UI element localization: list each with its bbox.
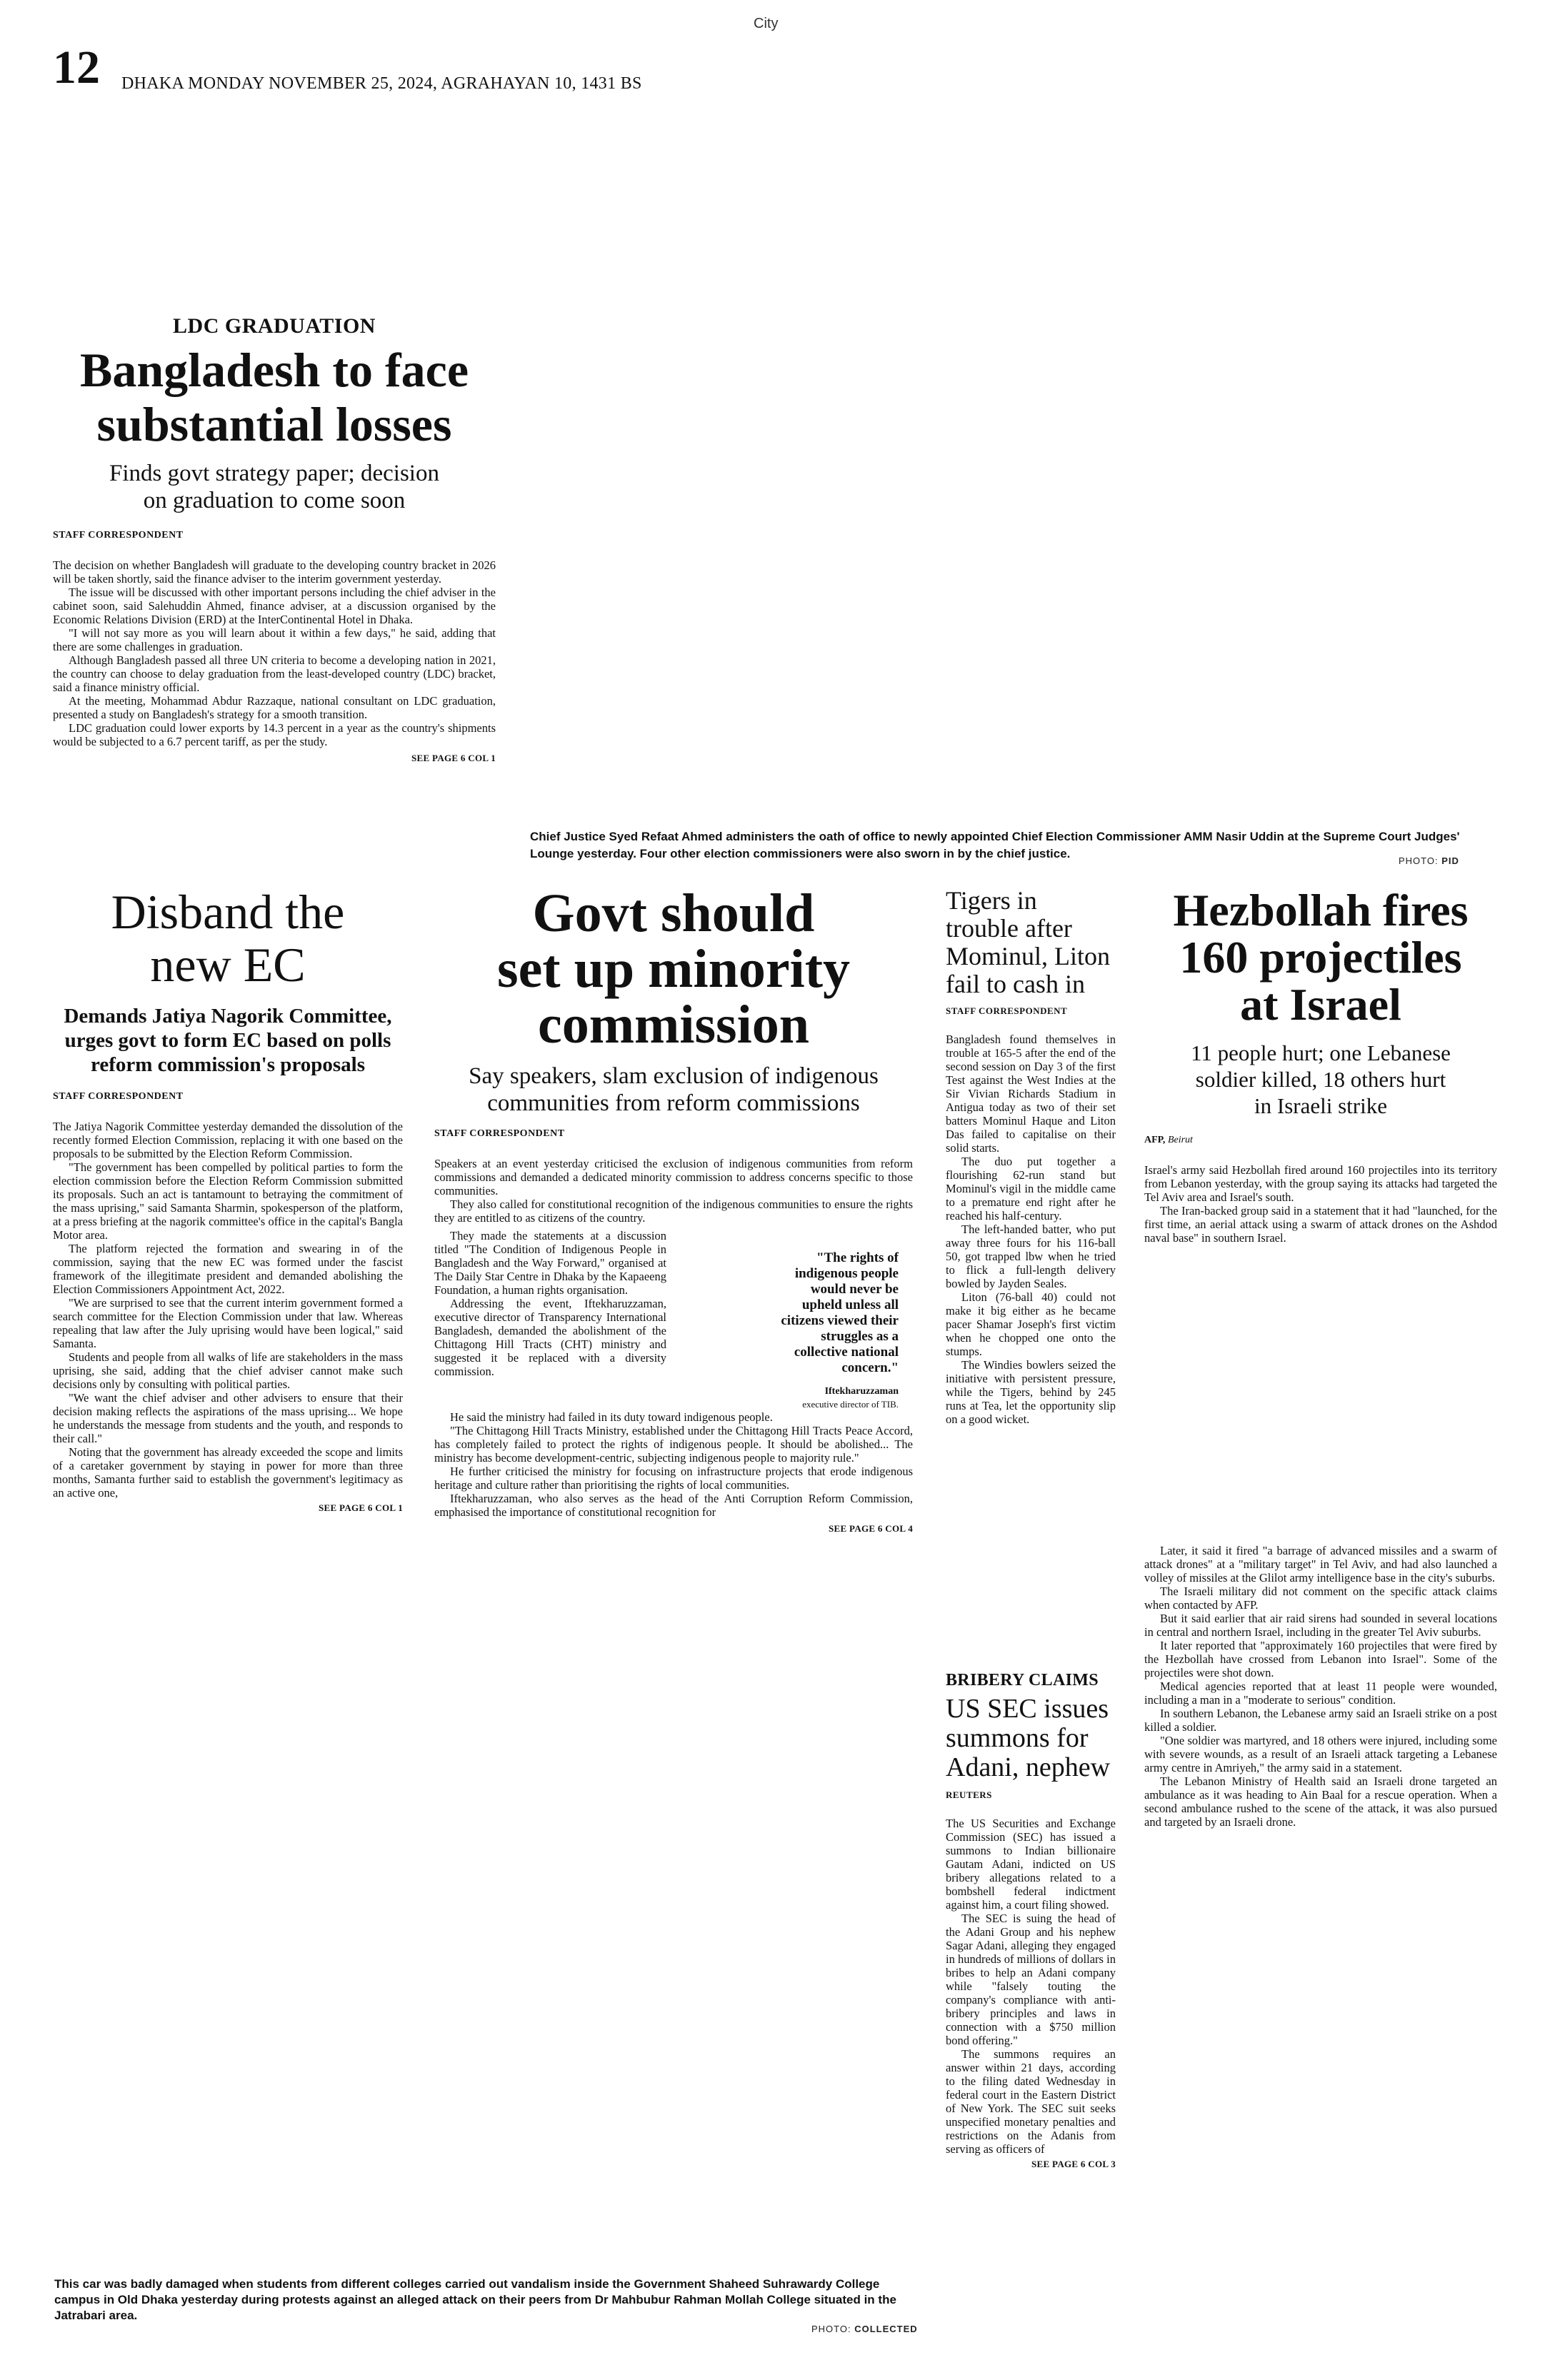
jump-line: SEE PAGE 6 COL 3 xyxy=(1031,2159,1116,2169)
paragraph: "I will not say more as you will learn about it within a few days," he said, adding that there are some challenges in graduation. xyxy=(53,626,496,653)
byline: STAFF CORRESPONDENT xyxy=(946,1005,1068,1016)
headline xyxy=(53,885,403,991)
credit-source: PID xyxy=(1441,855,1459,866)
paragraph: Medical agencies reported that at least 11 people were wounded, including a man in a "moderate to serious" condition. xyxy=(1144,1679,1497,1707)
pull-quote xyxy=(777,1229,899,1410)
paragraph: Students and people from all walks of life are stakeholders in the mass uprising, she said, adding that the chief adviser cannot make such decisions only by consulting with political parties. xyxy=(53,1350,403,1391)
ldc-story xyxy=(53,314,496,764)
paragraph: "One soldier was martyred, and 18 others were injured, including some with severe wounds, as a result of an Israeli attack targeting a Lebanese army centre in Amriyeh," the army said in a statement. xyxy=(1144,1734,1497,1774)
credit-label: PHOTO: xyxy=(1399,855,1439,866)
headline-line: 160 projectiles xyxy=(1179,932,1462,983)
article-body-narrow xyxy=(434,1229,666,1410)
photo-credit xyxy=(1399,855,1459,866)
byline: REUTERS xyxy=(946,1789,992,1800)
quote-title: executive director of TIB. xyxy=(802,1399,899,1410)
headline: US SEC issues summons for Adani, nephew xyxy=(946,1694,1111,1782)
subhead-line: in Israeli strike xyxy=(1254,1093,1387,1118)
dateline: DHAKA MONDAY NOVEMBER 25, 2024, AGRAHAYAN 10, 1431 BS xyxy=(121,74,642,93)
kicker: BRIBERY CLAIMS xyxy=(946,1671,1099,1689)
paragraph: It later reported that "approximately 160 projectiles that were fired by the Hezbollah have crossed from Lebanon into Israel". Some of the projectiles were shot down. xyxy=(1144,1639,1497,1679)
page-number: 12 xyxy=(53,41,100,94)
paragraph: The left-handed batter, who put away three fours for his 116-ball 50, got trapped lbw when he tried to flick a full-length delivery bowled by Jayden Seales. xyxy=(946,1222,1116,1290)
subhead-line: Say speakers, slam exclusion of indigenous xyxy=(469,1063,879,1089)
byline: STAFF CORRESPONDENT xyxy=(434,1128,565,1139)
subhead-line: on graduation to come soon xyxy=(143,488,406,513)
paragraph: They also called for constitutional recognition of the indigenous communities to ensure the rights they are entitled to as citizens of the country. xyxy=(434,1197,913,1225)
paragraph: Iftekharuzzaman, who also serves as the head of the Anti Corruption Reform Commission, emphasised the importance of constitutional recognition for xyxy=(434,1492,913,1519)
byline: STAFF CORRESPONDENT xyxy=(53,530,184,541)
headline xyxy=(53,343,496,451)
headline-line: Disband the xyxy=(111,885,345,939)
photo-caption: This car was badly damaged when students from different colleges carried out vandalism inside the Government Shaheed Suhrawardy College campus in Old Dhaka yesterday during protests against an alleged attack on their peers from Dr Mahbubur Rahman Mollah College situated in the Jatrabari area. xyxy=(54,2277,896,2322)
paragraph: The Jatiya Nagorik Committee yesterday demanded the dissolution of the recently formed Election Commission, replacing it with one based on the proposals to be submitted by the Election Reform Commission. xyxy=(53,1120,403,1160)
byline xyxy=(1144,1135,1497,1146)
hezbollah-story xyxy=(1144,887,1497,1245)
paragraph: The Windies bowlers seized the initiative with persistent pressure, while the Tigers, behind by 245 runs at Tea, let the opportunity slip on a good wicket. xyxy=(946,1358,1116,1426)
paragraph: Later, it said it fired "a barrage of advanced missiles and a swarm of attack drones" at a "military target" in Tel Aviv, and had also launched a volley of missiles at the Glilot army intelligence base in the city's suburbs. xyxy=(1144,1544,1497,1585)
paragraph: "The Chittagong Hill Tracts Ministry, established under the Chittagong Hill Tracts Peace Accord, has completely failed to protect the rights of indigenous people. It should be abolished... The ministry has become development-centric, subjecting indigenous people to majority rule." xyxy=(434,1424,913,1465)
paragraph: The platform rejected the formation and swearing in of the commission, saying that the new EC was formed under the fascist framework of the illegitimate president and demanded abolishing the Election Commissioners Appointment Act, 2022. xyxy=(53,1242,403,1296)
article-body xyxy=(946,1817,1116,2156)
jump-line: SEE PAGE 6 COL 1 xyxy=(411,753,496,763)
photo-caption: Chief Justice Syed Refaat Ahmed administers the oath of office to newly appointed Chief Election Commissioner AMM Nasir Uddin at the Supreme Court Judges' Lounge yesterday. Four other election commissioners were also sworn in by the chief justice. xyxy=(530,830,1460,860)
headline xyxy=(1144,887,1497,1028)
paragraph: Liton (76-ball 40) could not make it big either as he became pacer Shamar Joseph's first victim when he chopped one onto the stumps. xyxy=(946,1290,1116,1358)
quote-text: "The rights of indigenous people would never be upheld unless all citizens viewed their struggles as a collective national concern." xyxy=(781,1250,899,1375)
paragraph: In southern Lebanon, the Lebanese army said an Israeli strike on a post killed a soldier. xyxy=(1144,1707,1497,1734)
paragraph: Addressing the event, Iftekharuzzaman, executive director of Transparency International Bangladesh, demanded the abolishment of the Chittagong Hill Tracts (CHT) ministry and suggested it be replaced with a diversity commission. xyxy=(434,1297,666,1378)
subhead xyxy=(53,460,496,514)
subhead-line: soldier killed, 18 others hurt xyxy=(1195,1067,1446,1092)
headline-line: substantial losses xyxy=(96,397,452,451)
photo-credit xyxy=(811,2324,918,2334)
credit-source: COLLECTED xyxy=(854,2324,918,2334)
headline: Tigers in trouble after Mominul, Liton fail to cash in xyxy=(946,886,1111,998)
paragraph: The summons requires an answer within 21 days, according to the filing dated Wednesday in federal court in the Eastern District of New York. The SEC suit seeks unspecified monetary penalties and restrictions on the Adanis from serving as officers of xyxy=(946,2047,1116,2156)
byline-place: Beirut xyxy=(1167,1135,1193,1145)
paragraph: But it said earlier that air raid sirens had sounded in several locations in central and northern Israel, including in the greater Tel Aviv suburbs. xyxy=(1144,1612,1497,1639)
paragraph: The US Securities and Exchange Commission (SEC) has issued a summons to Indian billionaire Gautam Adani, indicted on US bribery allegations related to a bombshell federal indictment against him, a court filing showed. xyxy=(946,1817,1116,1912)
headline-line: Hezbollah fires xyxy=(1173,885,1469,935)
paragraph: "We want the chief adviser and other advisers to ensure that their decision making reflects the aspirations of the mass uprising... We hope he understands the message from students and the youth, and responds to their call." xyxy=(53,1391,403,1445)
section-label: City xyxy=(754,16,779,31)
adani-story xyxy=(946,1671,1116,2170)
headline-line: commission xyxy=(538,995,809,1055)
headline-line: Bangladesh to face xyxy=(80,343,469,397)
article-body xyxy=(434,1410,913,1519)
subhead-line: 11 people hurt; one Lebanese xyxy=(1191,1040,1451,1065)
byline-agency: AFP, xyxy=(1144,1135,1166,1145)
paragraph: Although Bangladesh passed all three UN criteria to become a developing nation in 2021, the country can choose to delay graduation from the least-developed country (LDC) bracket, said a finance ministry official. xyxy=(53,653,496,694)
jump-line: SEE PAGE 6 COL 1 xyxy=(319,1502,403,1513)
paragraph: LDC graduation could lower exports by 14.3 percent in a year as the country's shipments would be subjected to a 6.7 percent tariff, as per the study. xyxy=(53,721,496,748)
subhead-line: communities from reform commissions xyxy=(487,1090,860,1116)
article-body xyxy=(946,1033,1116,1426)
paragraph: He said the ministry had failed in its duty toward indigenous people. xyxy=(450,1410,773,1424)
paragraph: The Lebanon Ministry of Health said an Israeli drone targeted an ambulance as it was heading to Ain Baal for a rescue operation. When a second ambulance rushed to the scene of the attack, it was also pursued and targeted by an Israeli drone. xyxy=(1144,1774,1497,1829)
minority-story xyxy=(434,885,913,1535)
headline-line: at Israel xyxy=(1240,979,1401,1030)
article-body xyxy=(53,1120,403,1500)
tigers-story xyxy=(946,887,1116,1426)
article-body xyxy=(53,558,496,748)
jump-line: SEE PAGE 6 COL 4 xyxy=(829,1523,913,1534)
paragraph: Speakers at an event yesterday criticised the exclusion of indigenous communities from reform commissions and demanded a dedicated minority commission to address concerns specific to those communities. xyxy=(434,1157,913,1197)
subhead-line: Finds govt strategy paper; decision xyxy=(109,461,439,486)
subhead: Demands Jatiya Nagorik Committee, urges govt to form EC based on polls reform commission's proposals xyxy=(64,1005,392,1076)
paragraph: The decision on whether Bangladesh will graduate to the developing country bracket in 2026 will be taken shortly, said the finance adviser to the interim government yesterday. xyxy=(53,558,496,586)
paragraph: Noting that the government has already exceeded the scope and limits of a caretaker government by staying in power for more than three months, Samanta further said to establish the government's legitimacy as an active one, xyxy=(53,1445,403,1500)
paragraph: The duo put together a flourishing 62-run stand but Mominul's vigil in the middle came to a premature end right after he reached his half-century. xyxy=(946,1155,1116,1222)
subhead xyxy=(1144,1040,1497,1119)
subhead xyxy=(434,1063,913,1117)
paragraph: The Israeli military did not comment on the specific attack claims when contacted by AFP. xyxy=(1144,1585,1497,1612)
ec-story xyxy=(53,885,403,1514)
paragraph: At the meeting, Mohammad Abdur Razzaque, national consultant on LDC graduation, presented a study on Bangladesh's strategy for a smooth transition. xyxy=(53,694,496,721)
credit-label: PHOTO: xyxy=(811,2324,851,2334)
kicker: LDC GRADUATION xyxy=(173,314,376,338)
paragraph: He further criticised the ministry for focusing on infrastructure projects that erode indigenous heritage and culture rather than prioritising the rights of local communities. xyxy=(434,1465,913,1492)
paragraph: "We are surprised to see that the current interim government formed a search committee for the Election Commission under that law. Whereas repealing that law after the July uprising would have been logical," said Samanta. xyxy=(53,1296,403,1350)
paragraph: Bangladesh found themselves in trouble at 165-5 after the end of the second session on Day 3 of the first Test against the West Indies at the Sir Vivian Richards Stadium in Antigua today as two of their set batters Mominul Haque and Liton Das failed to capitalise on their solid starts. xyxy=(946,1033,1116,1155)
article-body xyxy=(1144,1163,1497,1245)
byline: STAFF CORRESPONDENT xyxy=(53,1091,184,1102)
paragraph: The Iran-backed group said in a statement that it had "launched, for the first time, an aerial attack using a swarm of attack drones on the Ashdod naval base" in southern Israel. xyxy=(1144,1204,1497,1245)
article-body-continued xyxy=(1144,1544,1497,1829)
headline-line: Govt should xyxy=(532,883,815,943)
paragraph: The issue will be discussed with other important persons including the chief adviser in the cabinet soon, said Salehuddin Ahmed, finance adviser, at a discussion organised by the Economic Relations Division (ERD) at the InterContinental Hotel in Dhaka. xyxy=(53,586,496,626)
quote-name: Iftekharuzzaman xyxy=(824,1386,899,1397)
headline-line: set up minority xyxy=(497,939,850,999)
headline-line: new EC xyxy=(150,938,306,992)
paragraph: The SEC is suing the head of the Adani Group and his nephew Sagar Adani, alleging they engaged in hundreds of millions of dollars in bribes to help an Adani company while "falsely touting the company's compliance with anti-bribery principles and laws in connection with a $750 million bond offering." xyxy=(946,1912,1116,2047)
paragraph: They made the statements at a discussion titled "The Condition of Indigenous People in Bangladesh and the Way Forward," organised at The Daily Star Centre in Dhaka by the Kapaeeng Foundation, a human rights organisation. xyxy=(434,1229,666,1297)
paragraph: Israel's army said Hezbollah fired around 160 projectiles into its territory from Lebanon yesterday, with the group saying its attacks had targeted the Tel Aviv area and Israel's south. xyxy=(1144,1163,1497,1204)
article-body xyxy=(434,1157,913,1225)
paragraph: "The government has been compelled by political parties to form the election commission before the Election Reform Commission submitted its proposals. Such an act is tantamount to betraying the commitment of the mass uprising," said Samanta Sharmin, spokesperson of the platform, at a press briefing at the nagorik committee's office in the capital's Bangla Motor area. xyxy=(53,1160,403,1242)
headline xyxy=(434,885,913,1053)
